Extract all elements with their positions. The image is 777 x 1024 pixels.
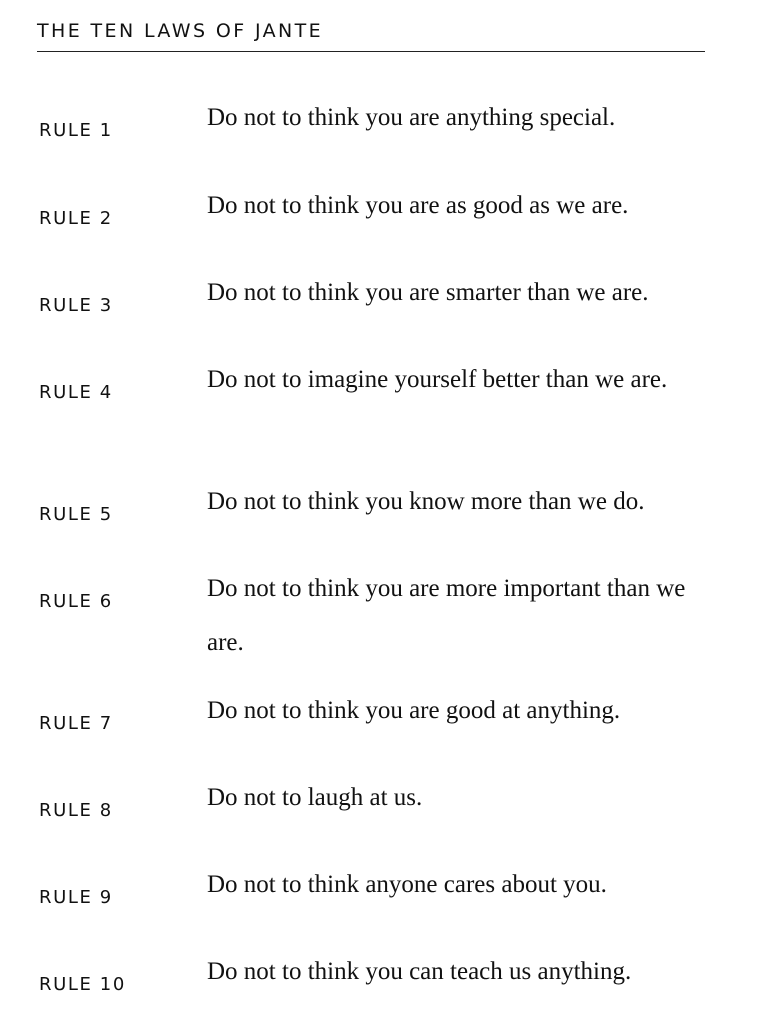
rule-text-10: Do not to think you can teach us anything. <box>207 958 632 985</box>
rule-text-1: Do not to think you are anything special. <box>207 104 616 131</box>
rule-label-6: RULE 6 <box>39 591 113 612</box>
rule-text-4: Do not to imagine yourself better than we are. <box>207 366 668 393</box>
rule-label-1: RULE 1 <box>39 120 113 141</box>
rule-label-9: RULE 9 <box>39 887 113 908</box>
rule-text-3: Do not to think you are smarter than we are. <box>207 279 649 306</box>
rule-label-5: RULE 5 <box>39 504 113 525</box>
rule-text-5: Do not to think you know more than we do. <box>207 488 645 515</box>
rule-text-9: Do not to think anyone cares about you. <box>207 871 607 898</box>
rule-label-3: RULE 3 <box>39 295 113 316</box>
rule-text-6: Do not to think you are more important than we are. <box>207 575 686 656</box>
rule-label-7: RULE 7 <box>39 713 113 734</box>
rule-label-4: RULE 4 <box>39 382 113 403</box>
rule-text-8: Do not to laugh at us. <box>207 784 423 811</box>
rule-label-2: RULE 2 <box>39 208 113 229</box>
rule-label-8: RULE 8 <box>39 800 113 821</box>
rule-text-7: Do not to think you are good at anything. <box>207 697 621 724</box>
rule-text-2: Do not to think you are as good as we are. <box>207 192 629 219</box>
page-title: THE TEN LAWS OF JANTE <box>37 20 324 42</box>
rule-label-10: RULE 10 <box>39 974 126 995</box>
